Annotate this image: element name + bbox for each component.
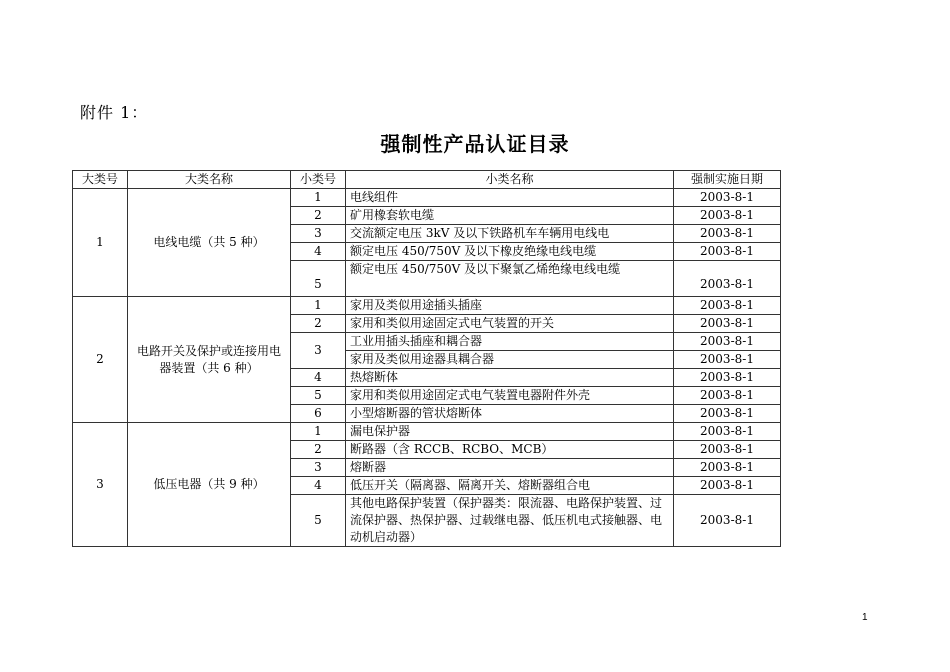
category-number: 1 bbox=[73, 189, 128, 297]
subcategory-name: 小型熔断器的管状熔断体 bbox=[346, 405, 674, 423]
enforcement-date: 2003-8-1 bbox=[674, 297, 781, 315]
subcategory-name: 矿用橡套软电缆 bbox=[346, 207, 674, 225]
subcategory-number: 2 bbox=[291, 207, 346, 225]
enforcement-date: 2003-8-1 bbox=[674, 243, 781, 261]
catalog-table bbox=[72, 170, 781, 547]
subcategory-name: 低压开关（隔离器、隔离开关、熔断器组合电 bbox=[346, 477, 674, 495]
column-header: 小类号 bbox=[291, 171, 346, 189]
subcategory-number: 1 bbox=[291, 423, 346, 441]
subcategory-number: 3 bbox=[291, 225, 346, 243]
subcategory-name: 熔断器 bbox=[346, 459, 674, 477]
enforcement-date: 2003-8-1 bbox=[674, 351, 781, 369]
column-header: 大类名称 bbox=[128, 171, 291, 189]
enforcement-date: 2003-8-1 bbox=[674, 369, 781, 387]
subcategory-number: 4 bbox=[291, 243, 346, 261]
subcategory-number: 1 bbox=[291, 189, 346, 207]
subcategory-name: 额定电压 450/750V 及以下橡皮绝缘电线电缆 bbox=[346, 243, 674, 261]
category-number: 2 bbox=[73, 297, 128, 423]
enforcement-date: 2003-8-1 bbox=[674, 405, 781, 423]
table-row bbox=[73, 189, 781, 207]
enforcement-date: 2003-8-1 bbox=[674, 477, 781, 495]
document-title: 强制性产品认证目录 bbox=[380, 132, 570, 156]
enforcement-date: 2003-8-1 bbox=[674, 225, 781, 243]
enforcement-date: 2003-8-1 bbox=[674, 495, 781, 547]
subcategory-number: 6 bbox=[291, 405, 346, 423]
table-row bbox=[73, 423, 781, 441]
subcategory-name: 断路器（含 RCCB、RCBO、MCB） bbox=[346, 441, 674, 459]
category-name: 电线电缆（共 5 种） bbox=[128, 189, 291, 297]
table-header-row bbox=[73, 171, 781, 189]
subcategory-number: 5 bbox=[291, 387, 346, 405]
column-header: 强制实施日期 bbox=[674, 171, 781, 189]
enforcement-date: 2003-8-1 bbox=[674, 207, 781, 225]
subcategory-name: 工业用插头插座和耦合器 bbox=[346, 333, 674, 351]
subcategory-number: 1 bbox=[291, 297, 346, 315]
page-number: 1 bbox=[862, 612, 868, 623]
category-number: 3 bbox=[73, 423, 128, 547]
subcategory-number: 4 bbox=[291, 369, 346, 387]
subcategory-number: 2 bbox=[291, 315, 346, 333]
subcategory-name: 交流额定电压 3kV 及以下铁路机车车辆用电线电 bbox=[346, 225, 674, 243]
subcategory-name: 其他电路保护装置（保护器类：限流器、电路保护装置、过流保护器、热保护器、过载继电器、低压机电式接触器、电动机启动器） bbox=[346, 495, 674, 547]
subcategory-number: 3 bbox=[291, 333, 346, 369]
subcategory-name: 家用和类似用途固定式电气装置电器附件外壳 bbox=[346, 387, 674, 405]
category-name: 低压电器（共 9 种） bbox=[128, 423, 291, 547]
subcategory-number: 2 bbox=[291, 441, 346, 459]
enforcement-date: 2003-8-1 bbox=[674, 441, 781, 459]
subcategory-number: 5 bbox=[291, 261, 346, 297]
enforcement-date: 2003-8-1 bbox=[674, 189, 781, 207]
enforcement-date: 2003-8-1 bbox=[674, 459, 781, 477]
enforcement-date: 2003-8-1 bbox=[674, 387, 781, 405]
annex-label: 附件 1： bbox=[80, 103, 149, 122]
subcategory-name: 漏电保护器 bbox=[346, 423, 674, 441]
table-row bbox=[73, 297, 781, 315]
column-header: 大类号 bbox=[73, 171, 128, 189]
subcategory-name: 家用及类似用途插头插座 bbox=[346, 297, 674, 315]
column-header: 小类名称 bbox=[346, 171, 674, 189]
subcategory-name: 家用和类似用途固定式电气装置的开关 bbox=[346, 315, 674, 333]
enforcement-date: 2003-8-1 bbox=[674, 423, 781, 441]
subcategory-number: 5 bbox=[291, 495, 346, 547]
category-name: 电路开关及保护或连接用电器装置（共 6 种） bbox=[128, 297, 291, 423]
subcategory-name: 热熔断体 bbox=[346, 369, 674, 387]
subcategory-name: 家用及类似用途器具耦合器 bbox=[346, 351, 674, 369]
enforcement-date: 2003-8-1 bbox=[674, 261, 781, 297]
subcategory-number: 4 bbox=[291, 477, 346, 495]
subcategory-number: 3 bbox=[291, 459, 346, 477]
subcategory-name: 电线组件 bbox=[346, 189, 674, 207]
subcategory-name: 额定电压 450/750V 及以下聚氯乙烯绝缘电线电缆 bbox=[346, 261, 674, 297]
enforcement-date: 2003-8-1 bbox=[674, 333, 781, 351]
enforcement-date: 2003-8-1 bbox=[674, 315, 781, 333]
